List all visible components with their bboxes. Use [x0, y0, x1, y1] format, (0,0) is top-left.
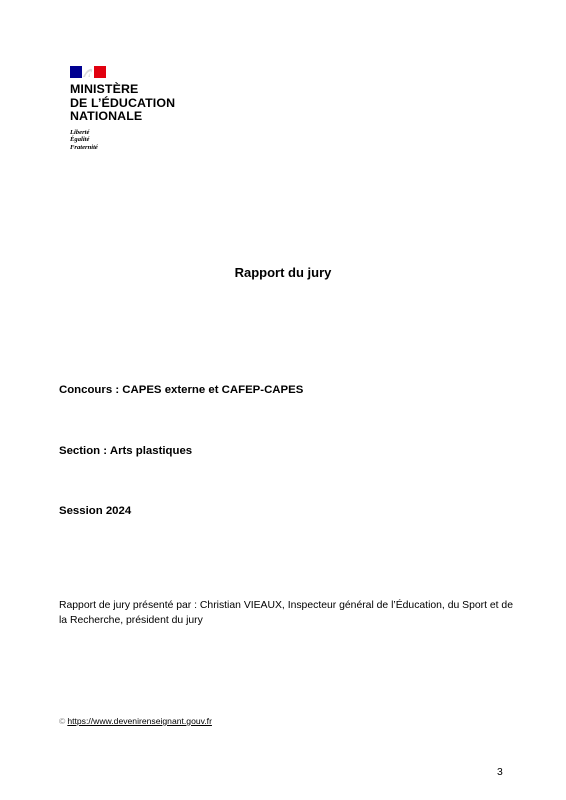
copyright-symbol: © [59, 716, 66, 726]
marianne-flag-icon [70, 64, 106, 80]
motto-egalite: Égalité [70, 136, 90, 144]
motto-fraternite: Fraternité [70, 143, 98, 151]
presenter-paragraph: Rapport de jury présenté par : Christian VIEAUX, Inspecteur général de l’Éducation, du Sport et de la Recherche, président du jury [59, 600, 513, 626]
ministry-name [70, 83, 230, 124]
document-title: Rapport du jury [234, 265, 332, 280]
footer [59, 716, 212, 727]
ministry-line-3: NATIONALE [70, 109, 143, 123]
page-number: 3 [497, 767, 503, 778]
republic-motto [70, 129, 230, 152]
website-link[interactable]: https://www.devenirenseignant.gouv.fr [67, 716, 212, 726]
section-heading: Section : Arts plastiques [59, 445, 193, 457]
ministry-line-2: DE L’ÉDUCATION [70, 95, 176, 110]
ministry-line-1: MINISTÈRE [70, 82, 139, 96]
concours-heading: Concours : CAPES externe et CAFEP-CAPES [59, 384, 304, 396]
motto-liberte: Liberté [70, 128, 90, 136]
session-heading: Session 2024 [59, 505, 132, 517]
ministry-logo [70, 64, 230, 151]
